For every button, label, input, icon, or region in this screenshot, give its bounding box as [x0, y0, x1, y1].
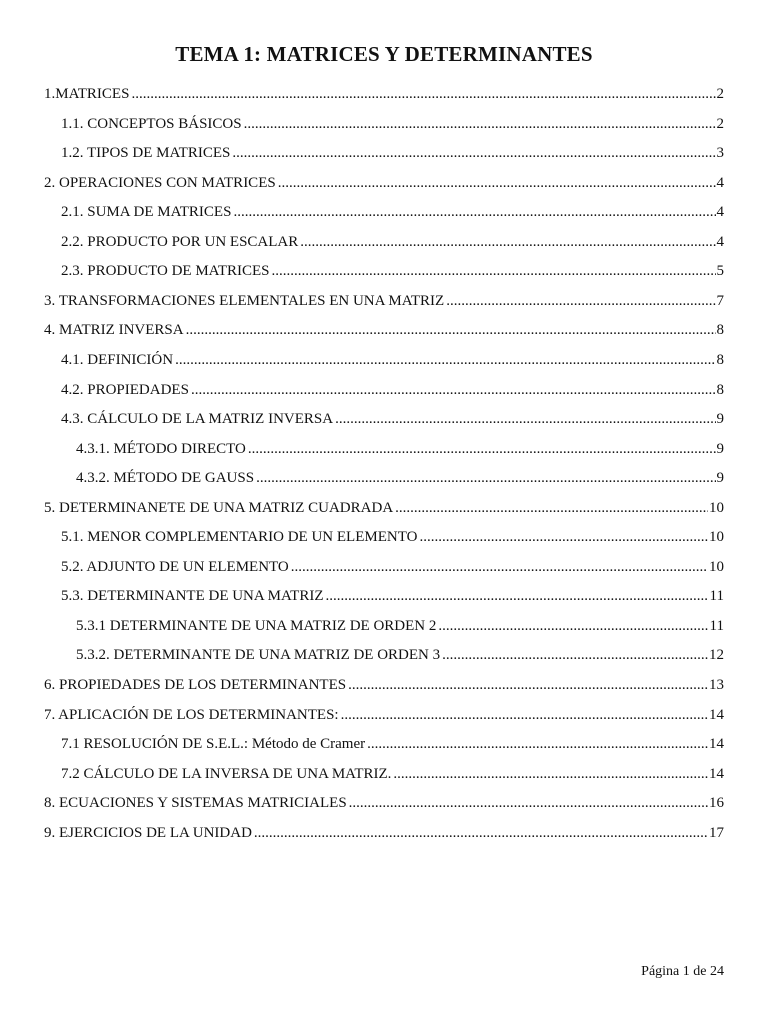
toc-entry-label: 4.2. PROPIEDADES [61, 381, 189, 398]
toc-entry-page-number: 9 [716, 440, 724, 457]
toc-entry-page-number: 4 [716, 204, 724, 221]
toc-entry[interactable] [44, 498, 724, 518]
toc-entry-page-number: 12 [709, 647, 724, 664]
toc-entry-label: 1.MATRICES [44, 86, 130, 102]
toc-dot-leader [341, 705, 708, 725]
toc-entry-label: 5.3. DETERMINANTE DE UNA MATRIZ [61, 588, 324, 605]
toc-entry-label: 1.2. TIPOS DE MATRICES [61, 145, 231, 162]
toc-entry-label: 2.2. PRODUCTO POR UN ESCALAR [61, 233, 299, 250]
toc-entry[interactable] [76, 645, 724, 665]
toc-dot-leader [191, 380, 716, 400]
toc-entry[interactable] [44, 823, 724, 843]
toc-dot-leader [349, 793, 708, 813]
toc-entry-page-number: 14 [709, 765, 724, 782]
toc-entry-page-number: 16 [709, 795, 724, 812]
toc-entry[interactable] [76, 468, 724, 488]
toc-entry-label: 7.1 RESOLUCIÓN DE S.E.L.: Método de Cramer [61, 736, 366, 753]
toc-dot-leader [248, 439, 716, 459]
toc-entry-page-number: 2 [716, 86, 724, 102]
toc-entry[interactable] [61, 557, 724, 577]
toc-entry-page-number: 8 [716, 322, 724, 339]
toc-entry-label: 2. OPERACIONES CON MATRICES [44, 174, 276, 191]
toc-dot-leader [254, 823, 708, 843]
toc-entry-label: 7. APLICACIÓN DE LOS DETERMINANTES: [44, 706, 339, 723]
toc-dot-leader [419, 527, 708, 547]
toc-dot-leader [335, 409, 715, 429]
toc-dot-leader [186, 320, 716, 340]
toc-dot-leader [232, 143, 715, 163]
toc-entry-page-number: 10 [709, 529, 724, 546]
toc-dot-leader [233, 202, 715, 222]
toc-entry-label: 4.3.1. MÉTODO DIRECTO [76, 440, 246, 457]
toc-dot-leader [348, 675, 708, 695]
toc-entry[interactable] [44, 320, 724, 340]
toc-entry-page-number: 10 [709, 499, 724, 516]
toc-entry-page-number: 11 [709, 588, 724, 605]
toc-entry[interactable] [61, 232, 724, 252]
toc-entry-label: 4. MATRIZ INVERSA [44, 322, 184, 339]
toc-entry-page-number: 3 [716, 145, 724, 162]
toc-dot-leader [438, 616, 708, 636]
toc-entry[interactable] [61, 202, 724, 222]
toc-entry-label: 2.3. PRODUCTO DE MATRICES [61, 263, 270, 280]
toc-entry-label: 5.2. ADJUNTO DE UN ELEMENTO [61, 558, 289, 575]
page-number-footer: Página 1 de 24 [641, 964, 724, 979]
toc-entry[interactable] [44, 173, 724, 193]
toc-entry-page-number: 9 [716, 470, 724, 487]
toc-entry-page-number: 14 [709, 706, 724, 723]
toc-dot-leader [300, 232, 715, 252]
toc-entry-page-number: 11 [709, 617, 724, 634]
toc-entry-page-number: 5 [716, 263, 724, 280]
toc-entry[interactable] [61, 143, 724, 163]
toc-entry[interactable] [61, 527, 724, 547]
toc-entry-label: 5.3.2. DETERMINANTE DE UNA MATRIZ DE ORDEN 3 [76, 647, 441, 664]
toc-entry-label: 6. PROPIEDADES DE LOS DETERMINANTES [44, 677, 347, 693]
toc-dot-leader [131, 84, 715, 104]
toc-entry-label: 1.1. CONCEPTOS BÁSICOS [61, 115, 242, 132]
toc-dot-leader [175, 350, 715, 370]
toc-entry-page-number: 8 [716, 351, 724, 368]
toc-entry-page-number: 10 [709, 558, 724, 575]
toc-entry-label: 4.3.2. MÉTODO DE GAUSS [76, 470, 255, 487]
toc-dot-leader [244, 114, 716, 134]
toc-entry[interactable] [61, 586, 724, 606]
toc-dot-leader [256, 468, 715, 488]
toc-entry[interactable] [61, 261, 724, 281]
toc-entry-page-number: 13 [709, 677, 724, 693]
toc-entry-page-number: 4 [716, 233, 724, 250]
toc-entry[interactable] [44, 705, 724, 725]
toc-entry-page-number: 4 [716, 174, 724, 191]
toc-dot-leader [367, 734, 708, 754]
toc-entry[interactable] [44, 675, 724, 695]
toc-dot-leader [395, 498, 708, 518]
toc-entry-page-number: 7 [716, 292, 724, 309]
toc-entry[interactable] [61, 114, 724, 134]
toc-entry-label: 5. DETERMINANETE DE UNA MATRIZ CUADRADA [44, 499, 394, 516]
toc-entry-label: 5.1. MENOR COMPLEMENTARIO DE UN ELEMENTO [61, 529, 418, 546]
toc-dot-leader [393, 764, 708, 784]
toc-entry-label: 4.3. CÁLCULO DE LA MATRIZ INVERSA [61, 411, 334, 428]
toc-entry[interactable] [44, 84, 724, 104]
toc-dot-leader [442, 645, 708, 665]
toc-entry[interactable] [76, 439, 724, 459]
page-title: TEMA 1: MATRICES Y DETERMINANTES [175, 42, 593, 66]
toc-entry[interactable] [61, 380, 724, 400]
toc-entry-page-number: 14 [709, 736, 724, 753]
toc-entry-label: 2.1. SUMA DE MATRICES [61, 204, 232, 221]
toc-entry-page-number: 2 [716, 115, 724, 132]
toc-entry[interactable] [61, 764, 724, 784]
toc-entry[interactable] [61, 350, 724, 370]
toc-dot-leader [446, 291, 715, 311]
toc-entry-label: 5.3.1 DETERMINANTE DE UNA MATRIZ DE ORDEN 2 [76, 617, 437, 634]
toc-entry-page-number: 17 [709, 824, 724, 841]
toc-entry-label: 9. EJERCICIOS DE LA UNIDAD [44, 824, 252, 841]
toc-entry-label: 7.2 CÁLCULO DE LA INVERSA DE UNA MATRIZ. [61, 765, 392, 782]
toc-entry-page-number: 9 [716, 411, 724, 428]
toc-entry[interactable] [61, 734, 724, 754]
toc-entry[interactable] [61, 409, 724, 429]
toc-dot-leader [291, 557, 708, 577]
toc-dot-leader [272, 261, 716, 281]
toc-entry-label: 3. TRANSFORMACIONES ELEMENTALES EN UNA MATRIZ [44, 292, 445, 309]
toc-entry-label: 4.1. DEFINICIÓN [61, 351, 174, 368]
toc-entry-page-number: 8 [716, 381, 724, 398]
toc-entry[interactable] [76, 616, 724, 636]
toc-dot-leader [278, 173, 716, 193]
toc-entry[interactable] [44, 291, 724, 311]
toc-entry[interactable] [44, 793, 724, 813]
toc-entry-label: 8. ECUACIONES Y SISTEMAS MATRICIALES [44, 795, 347, 812]
toc-dot-leader [325, 586, 708, 606]
